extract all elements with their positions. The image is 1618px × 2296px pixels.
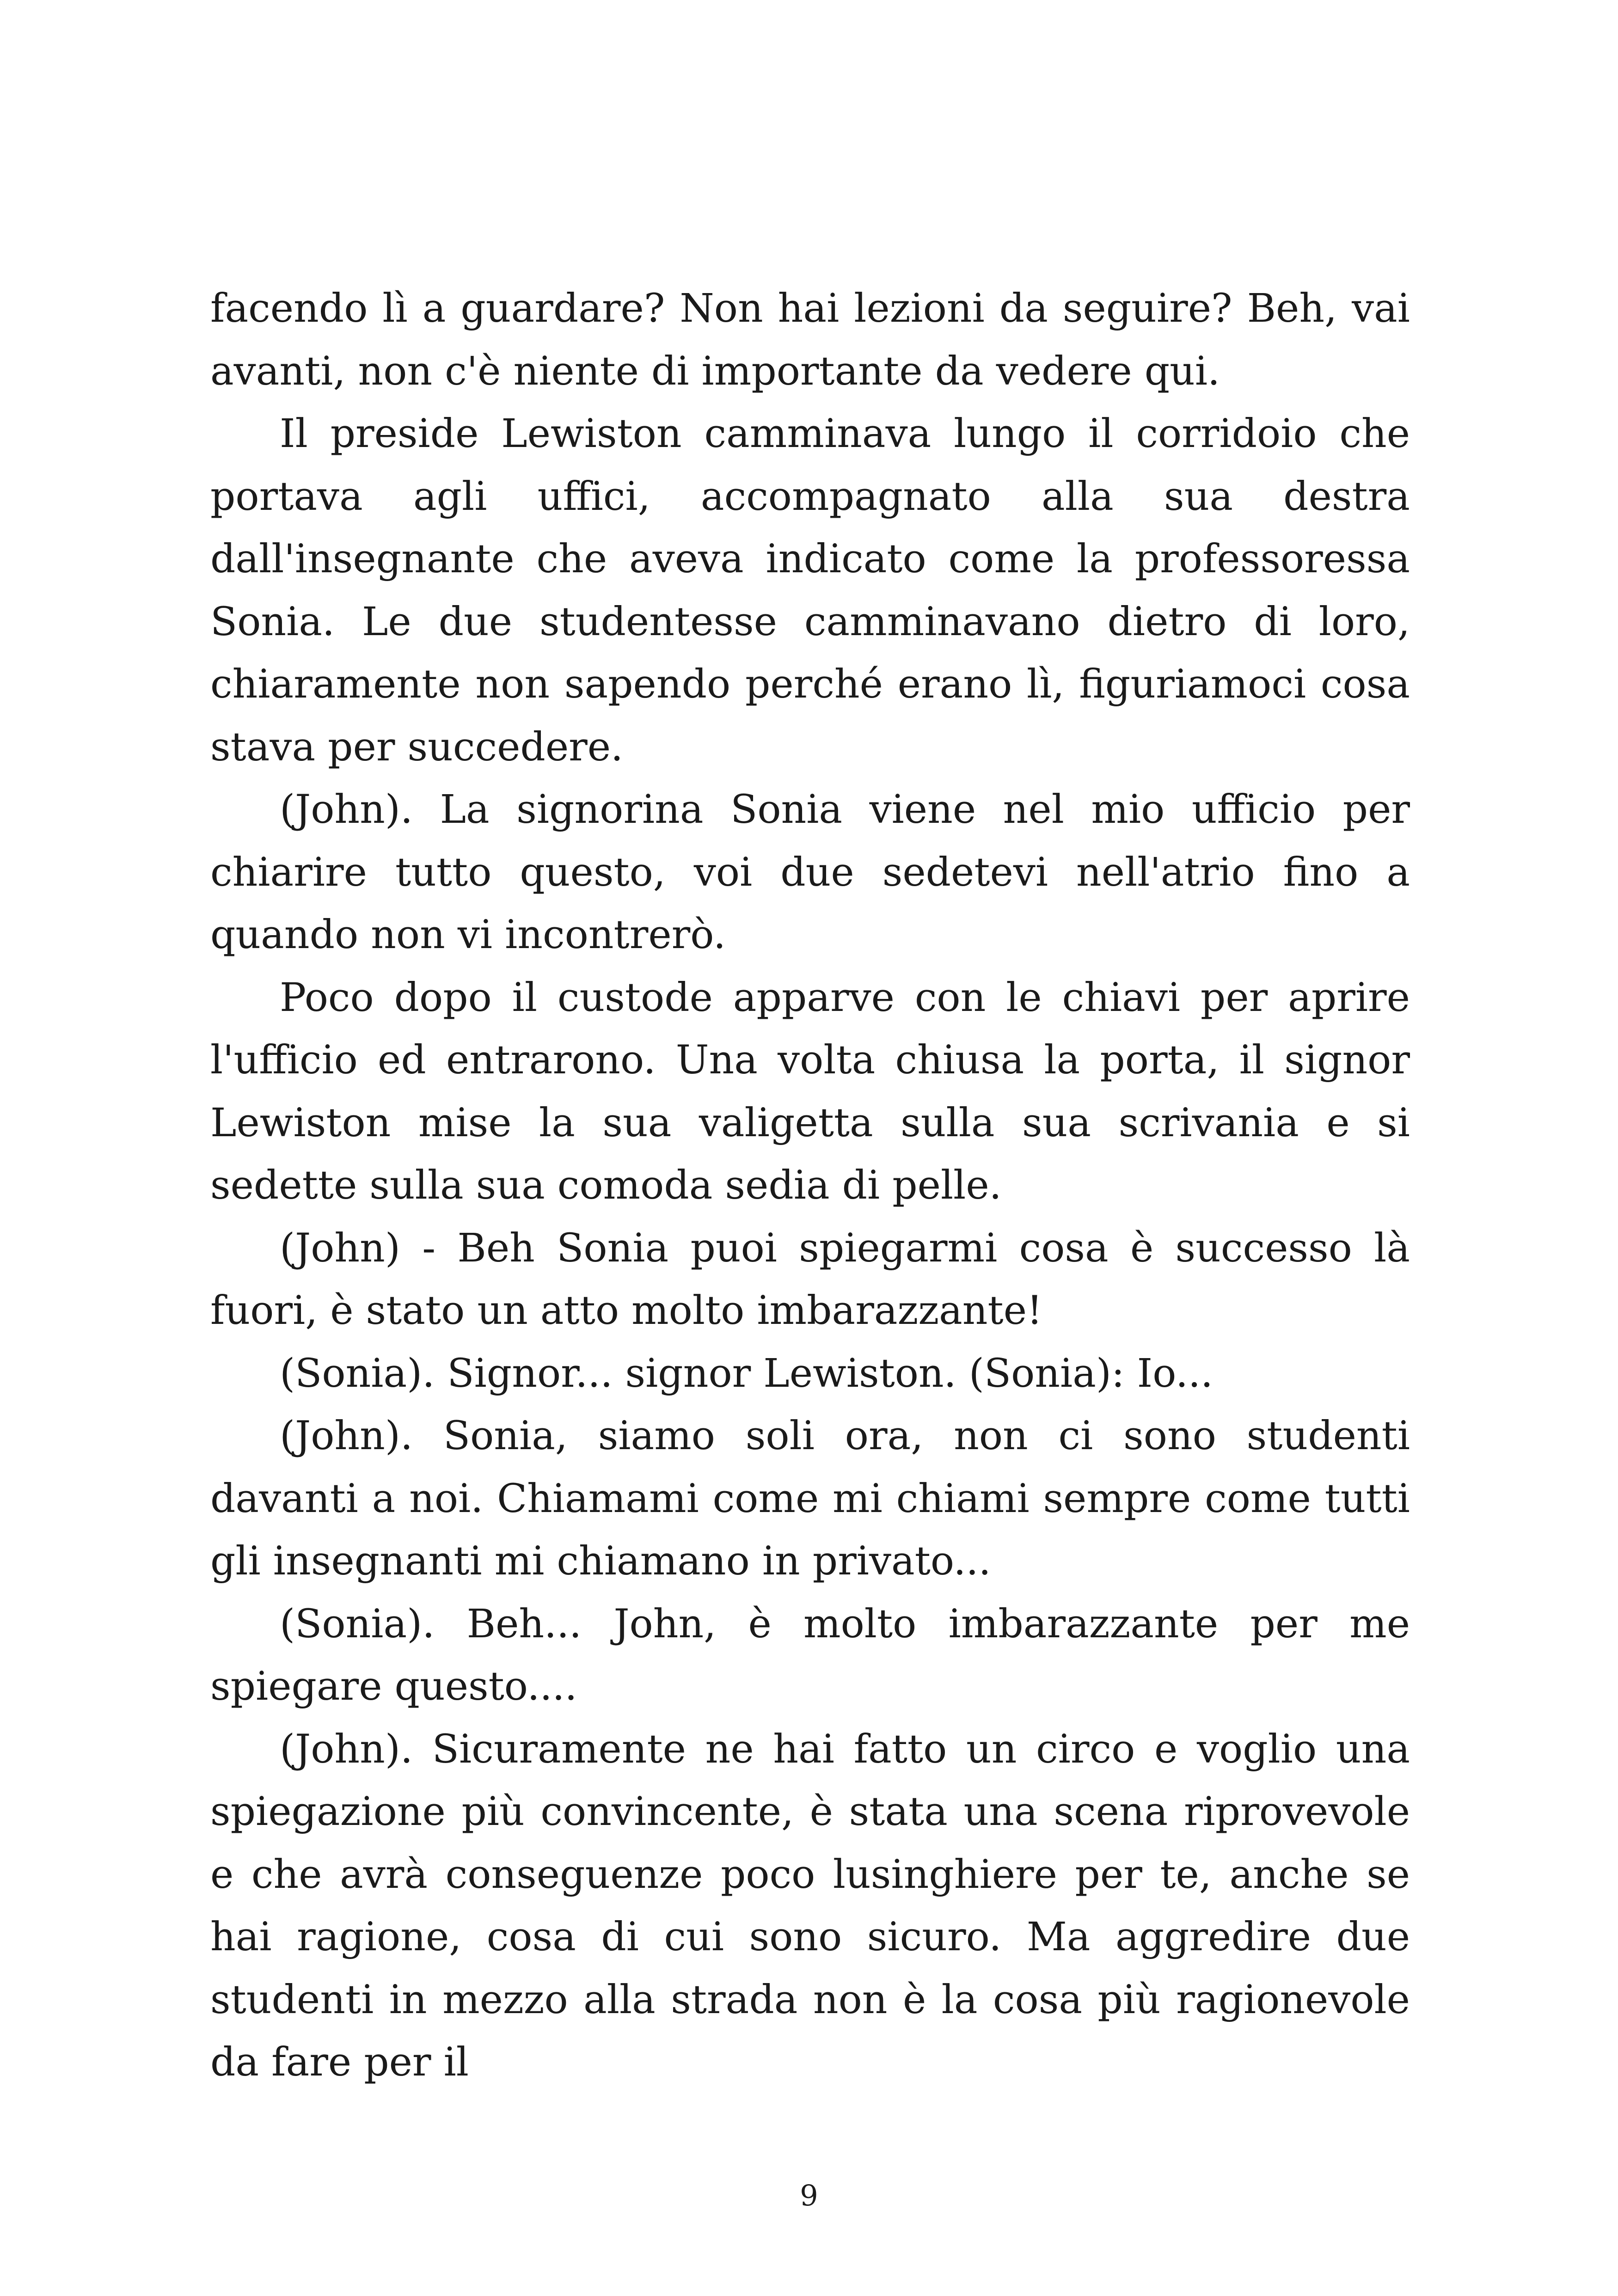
- paragraph-continued: facendo lì a guardare? Non hai lezioni da seguire? Beh, vai avanti, non c'è niente di importante da vedere qui.: [210, 286, 1410, 394]
- paragraph-dialogue-sonia-embarrassed: (Sonia). Beh... John, è molto imbarazzante per me spiegare questo....: [210, 1601, 1410, 1709]
- paragraph-dialogue-sonia-hesitation: (Sonia). Signor... signor Lewiston. (Sonia): Io...: [280, 1350, 1213, 1396]
- body-text: [210, 277, 1410, 2094]
- paragraph-dialogue-john-alone: (John). Sonia, siamo soli ora, non ci sono studenti davanti a noi. Chiamami come mi chiami sempre come tutti gli insegnanti mi chiamano in privato...: [210, 1413, 1410, 1584]
- paragraph-narration-custodian: Poco dopo il custode apparve con le chiavi per aprire l'ufficio ed entrarono. Una volta chiusa la porta, il signor Lewiston mise la sua valigetta sulla sua scrivania e si sedette sulla sua comoda sedia di pelle.: [210, 974, 1410, 1208]
- paragraph-dialogue-john-circus: (John). Sicuramente ne hai fatto un circo e voglio una spiegazione più convincente, è stata una scena riprovevole e che avrà conseguenze poco lusinghiere per te, anche se hai ragione, cosa di cui sono sicuro. Ma aggredire due studenti in mezzo alla strada non è la cosa più ragionevole da fare per il: [210, 1726, 1410, 2085]
- page-number: 9: [800, 2179, 818, 2212]
- paragraph-dialogue-john-question: (John) - Beh Sonia puoi spiegarmi cosa è successo là fuori, è stato un atto molto imbarazzante!: [210, 1225, 1410, 1334]
- paragraph-narration-corridor: Il preside Lewiston camminava lungo il corridoio che portava agli uffici, accompagnato alla sua destra dall'insegnante che aveva indicato come la professoressa Sonia. Le due studentesse camminavano dietro di loro, chiaramente non sapendo perché erano lì, figuriamoci cosa stava per succedere.: [210, 411, 1410, 770]
- paragraph-dialogue-john-office: (John). La signorina Sonia viene nel mio ufficio per chiarire tutto questo, voi due sedetevi nell'atrio fino a quando non vi incontrerò.: [210, 787, 1410, 958]
